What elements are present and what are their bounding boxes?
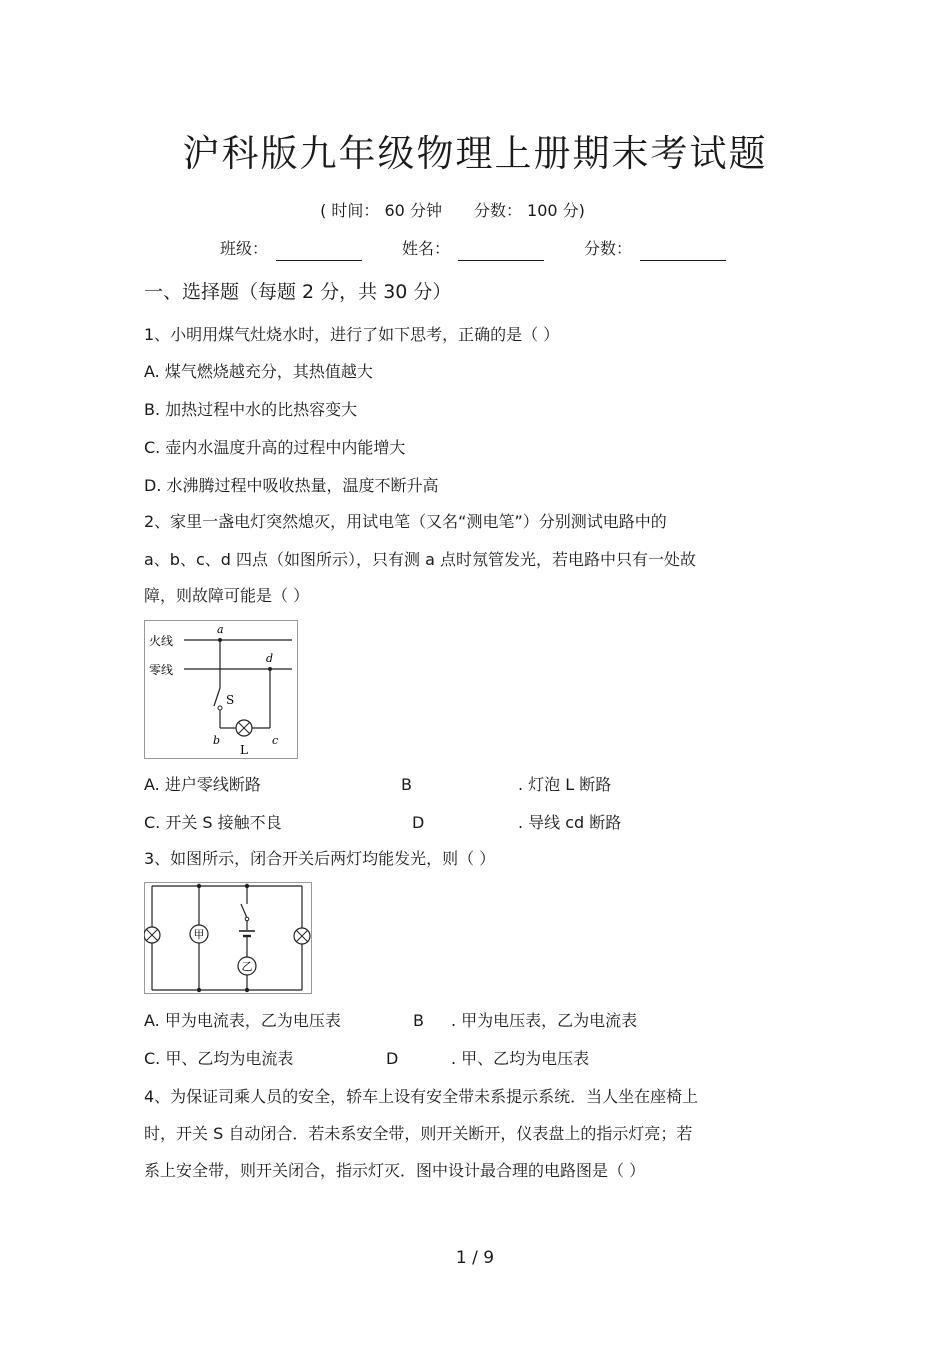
q3-circuit-diagram bbox=[144, 882, 312, 994]
point-b-label: b bbox=[213, 734, 221, 747]
q3-option-c: C. 甲、乙均为电流表 bbox=[144, 1049, 294, 1068]
score-label: 分数： bbox=[584, 239, 633, 258]
q1-option-c: C. 壶内水温度升高的过程中内能增大 bbox=[144, 438, 406, 457]
switch-s bbox=[214, 688, 220, 706]
name-blank[interactable] bbox=[458, 242, 544, 261]
q2-option-b-letter: B bbox=[401, 775, 412, 794]
q3-option-b: . 甲为电压表，乙为电流表 bbox=[451, 1011, 638, 1030]
page-title: 沪科版九年级物理上册期末考试题 bbox=[182, 132, 768, 175]
q3-option-d: . 甲、乙均为电压表 bbox=[451, 1049, 590, 1068]
exam-meta bbox=[0, 200, 905, 222]
switch-label: S bbox=[226, 693, 235, 707]
junction-top-jia bbox=[197, 884, 201, 888]
q1-option-b: B. 加热过程中水的比热容变大 bbox=[144, 400, 358, 419]
q3-circuit-figure bbox=[144, 882, 312, 994]
score-field[interactable] bbox=[584, 237, 726, 261]
score-blank[interactable] bbox=[640, 242, 726, 261]
q3-stem: 3、如图所示，闭合开关后两灯均能发光，则（ ） bbox=[144, 849, 496, 868]
point-a-label: a bbox=[217, 623, 224, 636]
q2-option-d: . 导线 cd 断路 bbox=[518, 813, 622, 832]
class-blank[interactable] bbox=[276, 242, 362, 261]
q2-stem-line-1: 2、家里一盏电灯突然熄灭，用试电笔（又名“测电笔”）分别测试电路中的 bbox=[144, 512, 667, 531]
q2-option-b: . 灯泡 L 断路 bbox=[518, 775, 612, 794]
live-wire-label: 火线 bbox=[149, 634, 174, 648]
q3-option-b-letter: B bbox=[413, 1011, 424, 1030]
q2-option-c: C. 开关 S 接触不良 bbox=[144, 813, 282, 832]
name-field[interactable] bbox=[402, 237, 544, 261]
name-label: 姓名： bbox=[402, 239, 451, 258]
q4-stem-line-3: 系上安全带，则开关闭合，指示灯灭．图中设计最合理的电路图是（ ） bbox=[144, 1161, 646, 1180]
section-heading-1: 一、选择题（每题 2 分，共 30 分） bbox=[144, 281, 452, 303]
q2-option-a: A. 进户零线断路 bbox=[144, 775, 261, 794]
q2-circuit-figure bbox=[144, 620, 298, 759]
q4-stem-line-2: 时，开关 S 自动闭合．若未系安全带，则开关断开，仪表盘上的指示灯亮；若 bbox=[144, 1124, 693, 1143]
neutral-wire-label: 零线 bbox=[149, 663, 174, 677]
q3-option-d-letter: D bbox=[386, 1049, 399, 1068]
class-label: 班级： bbox=[220, 239, 269, 258]
q1-stem: 1、小明用煤气灶烧水时，进行了如下思考，正确的是（ ） bbox=[144, 325, 560, 344]
q1-option-a: A. 煤气燃烧越充分，其热值越大 bbox=[144, 362, 373, 381]
total-score-label: 分数： 100 分) bbox=[473, 201, 585, 220]
junction-top-switch bbox=[245, 884, 249, 888]
q3-option-a: A. 甲为电流表，乙为电压表 bbox=[144, 1011, 341, 1030]
meter-jia-label: 甲 bbox=[193, 928, 205, 941]
q2-stem-line-2: a、b、c、d 四点（如图所示），只有测 a 点时氖管发光，若电路中只有一处故 bbox=[144, 550, 696, 569]
page-number: 1 / 9 bbox=[455, 1248, 495, 1268]
point-d-label: d bbox=[266, 652, 274, 665]
meter-yi-label: 乙 bbox=[241, 960, 253, 973]
time-label: ( 时间： 60 分钟 bbox=[320, 201, 442, 220]
lamp-label: L bbox=[240, 743, 248, 757]
junction-bottom-jia bbox=[197, 988, 201, 992]
q2-stem-line-3: 障，则故障可能是（ ） bbox=[144, 586, 310, 605]
switch-contact bbox=[218, 706, 222, 710]
q2-circuit-diagram bbox=[144, 620, 298, 759]
q4-stem-line-1: 4、为保证司乘人员的安全，轿车上设有安全带未系提示系统．当人坐在座椅上 bbox=[144, 1087, 699, 1106]
q1-option-d: D. 水沸腾过程中吸收热量，温度不断升高 bbox=[144, 476, 439, 495]
class-field[interactable] bbox=[220, 237, 362, 261]
q2-option-d-letter: D bbox=[412, 813, 425, 832]
switch bbox=[241, 904, 247, 918]
point-c-label: c bbox=[272, 734, 279, 747]
junction-bottom-yi bbox=[245, 988, 249, 992]
